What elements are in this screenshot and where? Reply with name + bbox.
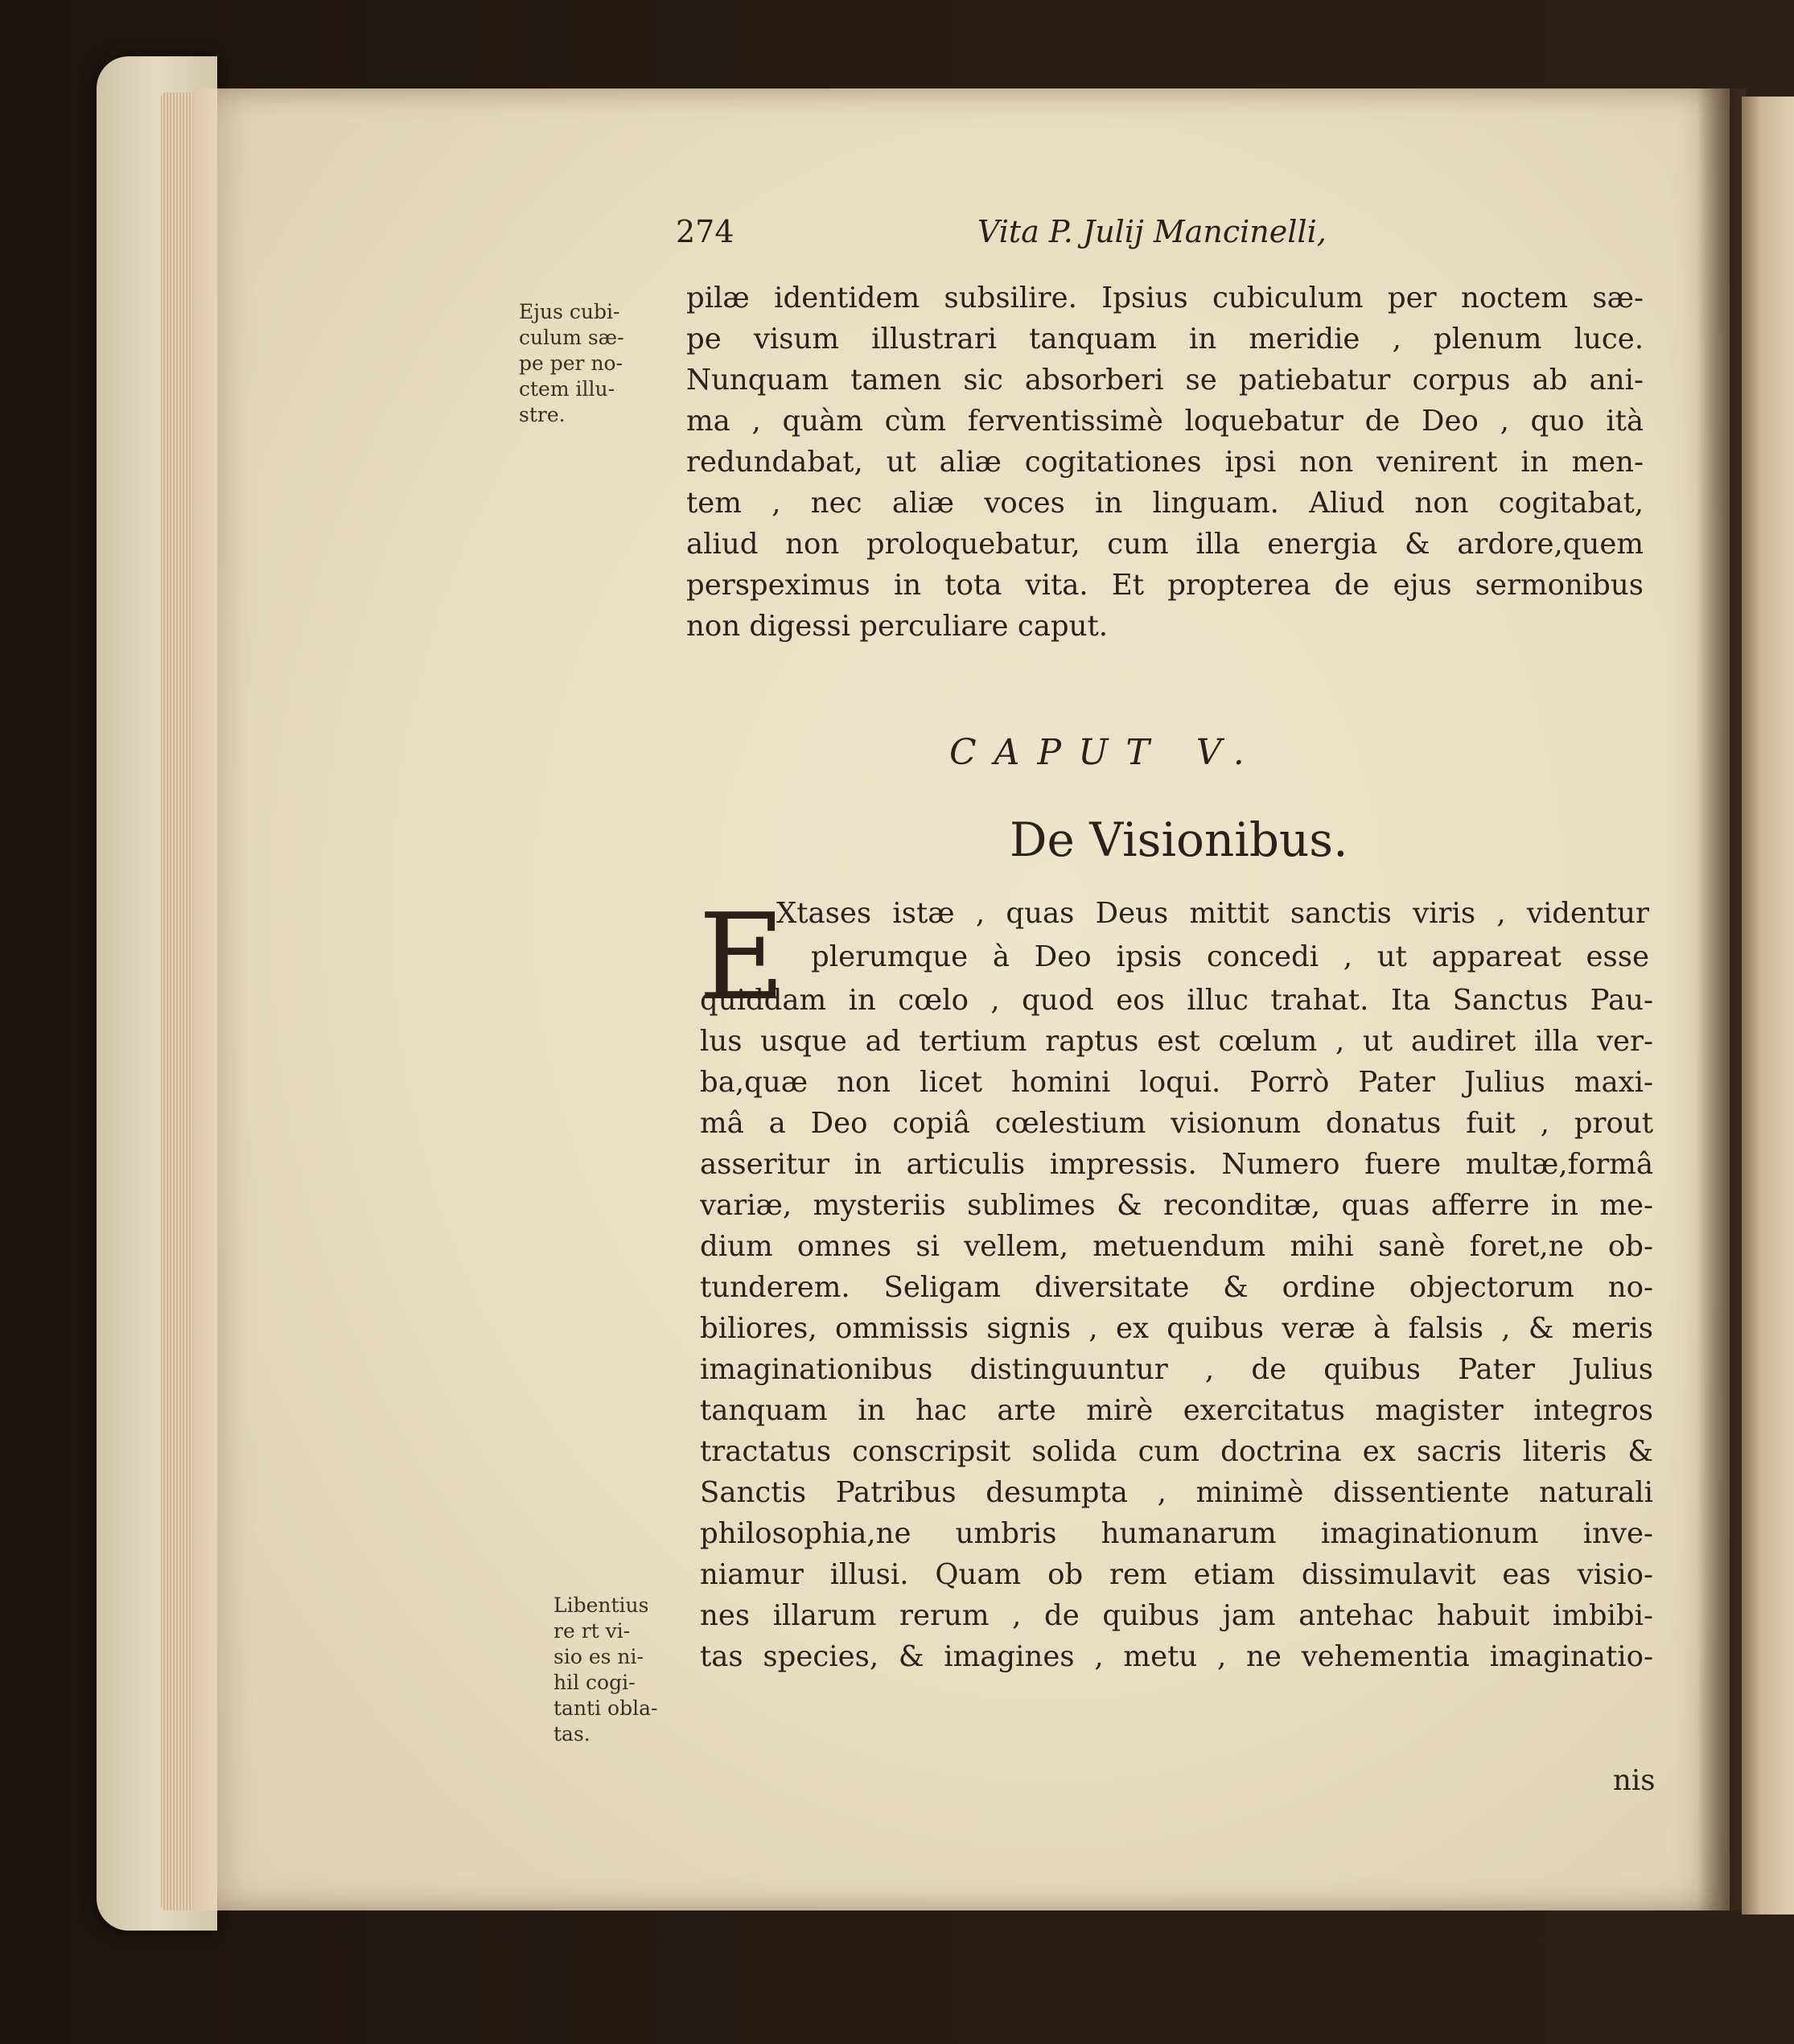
text-line: tanquam in hac arte mirè exercitatus magister integros bbox=[700, 1394, 1653, 1427]
text-line: pilæ identidem subsilire. Ipsius cubiculum per noctem sæ- bbox=[686, 282, 1644, 315]
chapter-title: De Visionibus. bbox=[1010, 812, 1348, 867]
text-line: dium omnes si vellem, metuendum mihi sanè foret,ne ob- bbox=[700, 1230, 1653, 1263]
paragraph-2-indented bbox=[776, 893, 1649, 934]
margin-note-line: hil cogi- bbox=[553, 1671, 636, 1694]
text-line: ba,quæ non licet homini loqui. Porrò Pater Julius maxi- bbox=[700, 1066, 1653, 1099]
margin-note-1 bbox=[519, 299, 624, 428]
facing-page-edge bbox=[1742, 97, 1794, 1914]
text-line: biliores, ommissis signis , ex quibus veræ à falsis , & meris bbox=[700, 1312, 1653, 1345]
text-line: tractatus conscripsit solida cum doctrina ex sacris literis & bbox=[700, 1435, 1653, 1468]
page-number: 274 bbox=[676, 214, 734, 249]
text-line: Xtases istæ , quas Deus mittit sanctis viris , videntur bbox=[776, 897, 1649, 930]
text-line: non digessi perculiare caput. bbox=[686, 610, 1109, 643]
text-line: quiddam in cœlo , quod eos illuc trahat. Ita Sanctus Pau- bbox=[700, 984, 1653, 1017]
text-line: tem , nec aliæ voces in linguam. Aliud non cogitabat, bbox=[686, 487, 1644, 520]
text-line: mâ a Deo copiâ cœlestium visionum donatus fuit , prout bbox=[700, 1107, 1653, 1140]
text-line: niamur illusi. Quam ob rem etiam dissimulavit eas visio- bbox=[700, 1558, 1653, 1591]
paragraph-2-indented bbox=[811, 936, 1649, 977]
text-line: lus usque ad tertium raptus est cœlum , ut audiret illa ver- bbox=[700, 1025, 1653, 1058]
text-line: redundabat, ut aliæ cogitationes ipsi non venirent in men- bbox=[686, 446, 1644, 479]
margin-note-line: Ejus cubi- bbox=[519, 300, 620, 323]
text-line: perspeximus in tota vita. Et propterea de ejus sermonibus bbox=[686, 569, 1644, 602]
margin-note-line: sio es ni- bbox=[553, 1645, 644, 1668]
text-line: nes illarum rerum , de quibus jam antehac habuit imbibi- bbox=[700, 1599, 1653, 1632]
margin-note-line: culum sæ- bbox=[519, 326, 624, 349]
margin-note-line: tas. bbox=[553, 1722, 590, 1746]
margin-note-line: re rt vi- bbox=[553, 1619, 631, 1643]
text-line: asseritur in articulis impressis. Numero fuere multæ,formâ bbox=[700, 1148, 1653, 1181]
running-head: Vita P. Julij Mancinelli, bbox=[977, 214, 1327, 249]
text-line: Nunquam tamen sic absorberi se patiebatur corpus ab ani- bbox=[686, 364, 1644, 397]
text-line: tunderem. Seligam diversitate & ordine objectorum no- bbox=[700, 1271, 1653, 1304]
book-gutter bbox=[1697, 88, 1746, 1910]
catchword-text: nis bbox=[1613, 1764, 1656, 1797]
text-line: ma , quàm cùm ferventissimè loquebatur de Deo , quo ità bbox=[686, 405, 1644, 438]
page-header bbox=[676, 214, 1561, 262]
margin-note-line: stre. bbox=[519, 403, 566, 426]
margin-note-2 bbox=[553, 1593, 657, 1747]
text-line: aliud non proloquebatur, cum illa energia & ardore,quem bbox=[686, 528, 1644, 561]
text-line: Sanctis Patribus desumpta , minimè dissentiente naturali bbox=[700, 1476, 1653, 1509]
text-line: imaginationibus distinguuntur , de quibus Pater Julius bbox=[700, 1353, 1653, 1386]
margin-note-line: ctem illu- bbox=[519, 377, 615, 401]
paragraph-1 bbox=[686, 278, 1644, 647]
text-line: variæ, mysteriis sublimes & reconditæ, quas afferre in me- bbox=[700, 1189, 1653, 1222]
text-line: tas species, & imagines , metu , ne vehementia imaginatio- bbox=[700, 1640, 1653, 1673]
text-line: philosophia,ne umbris humanarum imaginationum inve- bbox=[700, 1517, 1653, 1550]
catchword bbox=[1613, 1764, 1655, 1797]
text-line: pe visum illustrari tanquam in meridie , plenum luce. bbox=[686, 323, 1644, 356]
chapter-label: CAPUT V. bbox=[949, 732, 1262, 773]
text-line: plerumque à Deo ipsis concedi , ut appareat esse bbox=[811, 940, 1649, 973]
margin-note-line: pe per no- bbox=[519, 352, 623, 375]
margin-note-line: tanti obla- bbox=[553, 1696, 658, 1720]
margin-note-line: Libentius bbox=[553, 1594, 649, 1617]
drop-cap: E bbox=[698, 888, 786, 1026]
paragraph-2 bbox=[700, 980, 1653, 1677]
